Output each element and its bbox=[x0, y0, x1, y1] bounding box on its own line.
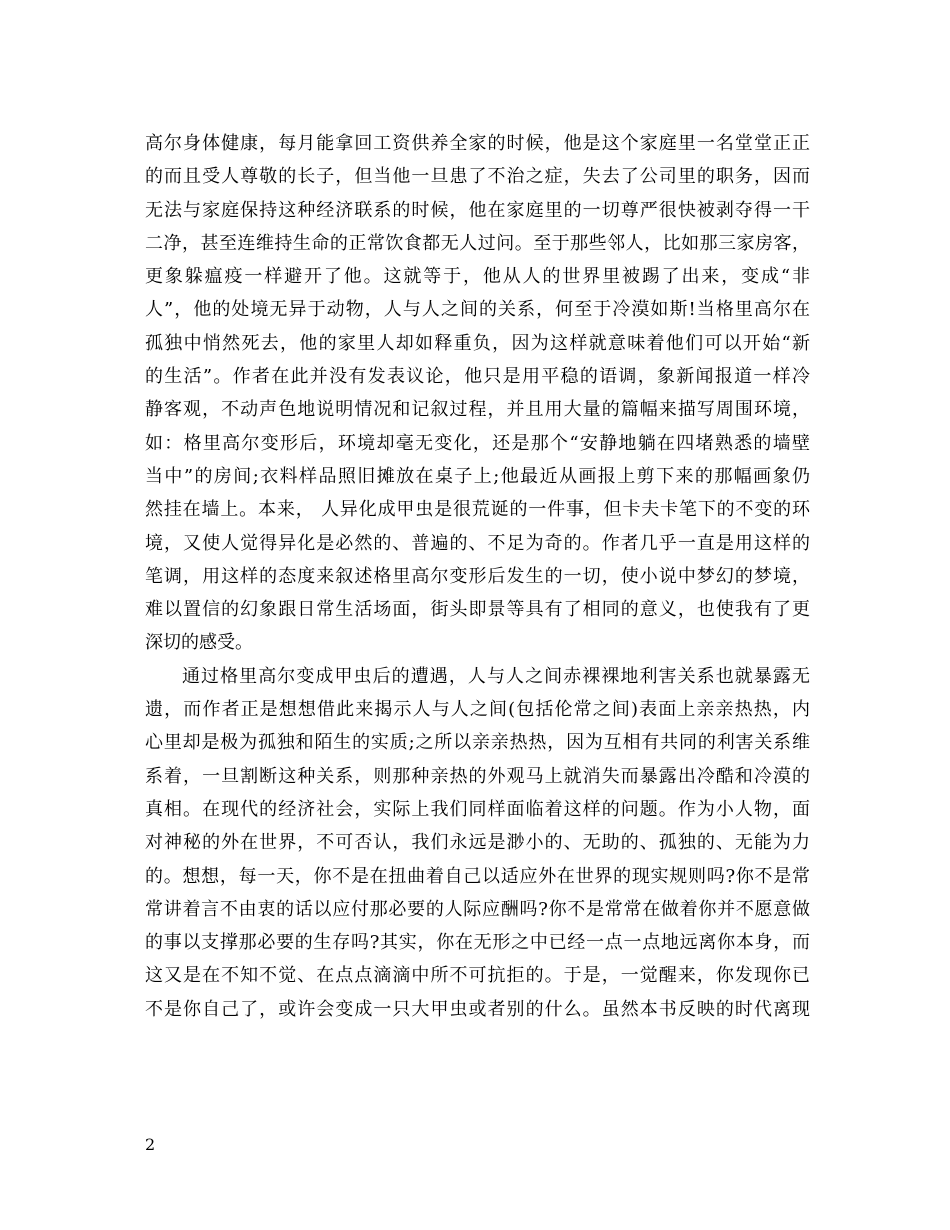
body-text bbox=[145, 127, 810, 1026]
text-line: 常讲着言不由衷的话以应付那必要的人际应酬吗?你不是常常在做着你并不愿意做 bbox=[145, 898, 810, 920]
text-line: 不是你自己了，或许会变成一只大甲虫或者别的什么。虽然本书反映的时代离现 bbox=[145, 998, 810, 1020]
text-line: 系着，一旦割断这种关系，则那种亲热的外观马上就消失而暴露出冷酷和冷漠的 bbox=[145, 765, 810, 787]
text-line: 二净，甚至连维持生命的正常饮食都无人过问。至于那些邻人，比如那三家房客， bbox=[145, 232, 810, 254]
text-line: 对神秘的外在世界，不可否认，我们永远是渺小的、无助的、孤独的、无能为力 bbox=[145, 832, 810, 854]
text-line: 心里却是极为孤独和陌生的实质;之所以亲亲热热，因为互相有共同的利害关系维 bbox=[145, 732, 810, 754]
text-line: 孤独中悄然死去，他的家里人却如释重负，因为这样就意味着他们可以开始“新 bbox=[145, 332, 810, 354]
text-line: 更象躲瘟疫一样避开了他。这就等于，他从人的世界里被踢了出来，变成“非 bbox=[145, 266, 810, 288]
text-line: 静客观，不动声色地说明情况和记叙过程，并且用大量的篇幅来描写周围环境， bbox=[145, 399, 810, 421]
text-line: 的事以支撑那必要的生存吗?其实，你在无形之中已经一点一点地远离你本身，而 bbox=[145, 932, 810, 954]
text-line: 人”，他的处境无异于动物，人与人之间的关系，何至于冷漠如斯!当格里高尔在 bbox=[145, 299, 810, 321]
text-line: 的。想想，每一天，你不是在扭曲着自己以适应外在世界的现实规则吗?你不是常 bbox=[145, 865, 810, 887]
text-line: 遗，而作者正是想想借此来揭示人与人之间(包括伦常之间)表面上亲亲热热，内 bbox=[145, 699, 810, 721]
text-line: 如：格里高尔变形后，环境却毫无变化，还是那个“安静地躺在四堵熟悉的墙壁 bbox=[145, 432, 810, 454]
text-line: 真相。在现代的经济社会，实际上我们同样面临着这样的问题。作为小人物，面 bbox=[145, 798, 810, 820]
text-line: 然挂在墙上。本来， 人异化成甲虫是很荒诞的一件事，但卡夫卡笔下的不变的环 bbox=[145, 499, 810, 521]
text-line: 难以置信的幻象跟日常生活场面，街头即景等具有了相同的意义，也使我有了更 bbox=[145, 599, 810, 621]
text-line: 这又是在不知不觉、在点点滴滴中所不可抗拒的。于是，一觉醒来，你发现你已 bbox=[145, 965, 810, 987]
text-line: 笔调，用这样的态度来叙述格里高尔变形后发生的一切，使小说中梦幻的梦境， bbox=[145, 565, 810, 587]
paragraph-first-line: 通过格里高尔变成甲虫后的遭遇，人与人之间赤裸裸地利害关系也就暴露无 bbox=[182, 665, 810, 687]
text-line: 境，又使人觉得异化是必然的、普遍的、不足为奇的。作者几乎一直是用这样的 bbox=[145, 532, 810, 554]
text-line: 当中”的房间;衣料样品照旧摊放在桌子上;他最近从画报上剪下来的那幅画象仍 bbox=[145, 465, 810, 487]
text-line: 无法与家庭保持这种经济联系的时候，他在家庭里的一切尊严很快被剥夺得一干 bbox=[145, 199, 810, 221]
text-line: 高尔身体健康，每月能拿回工资供养全家的时候，他是这个家庭里一名堂堂正正 bbox=[145, 133, 810, 154]
page-number: 2 bbox=[145, 1135, 156, 1154]
text-line: 的生活”。作者在此并没有发表议论，他只是用平稳的语调，象新闻报道一样冷 bbox=[145, 366, 810, 388]
text-line: 深切的感受。 bbox=[145, 632, 253, 654]
text-line: 的而且受人尊敬的长子，但当他一旦患了不治之症，失去了公司里的职务，因而 bbox=[145, 166, 810, 188]
